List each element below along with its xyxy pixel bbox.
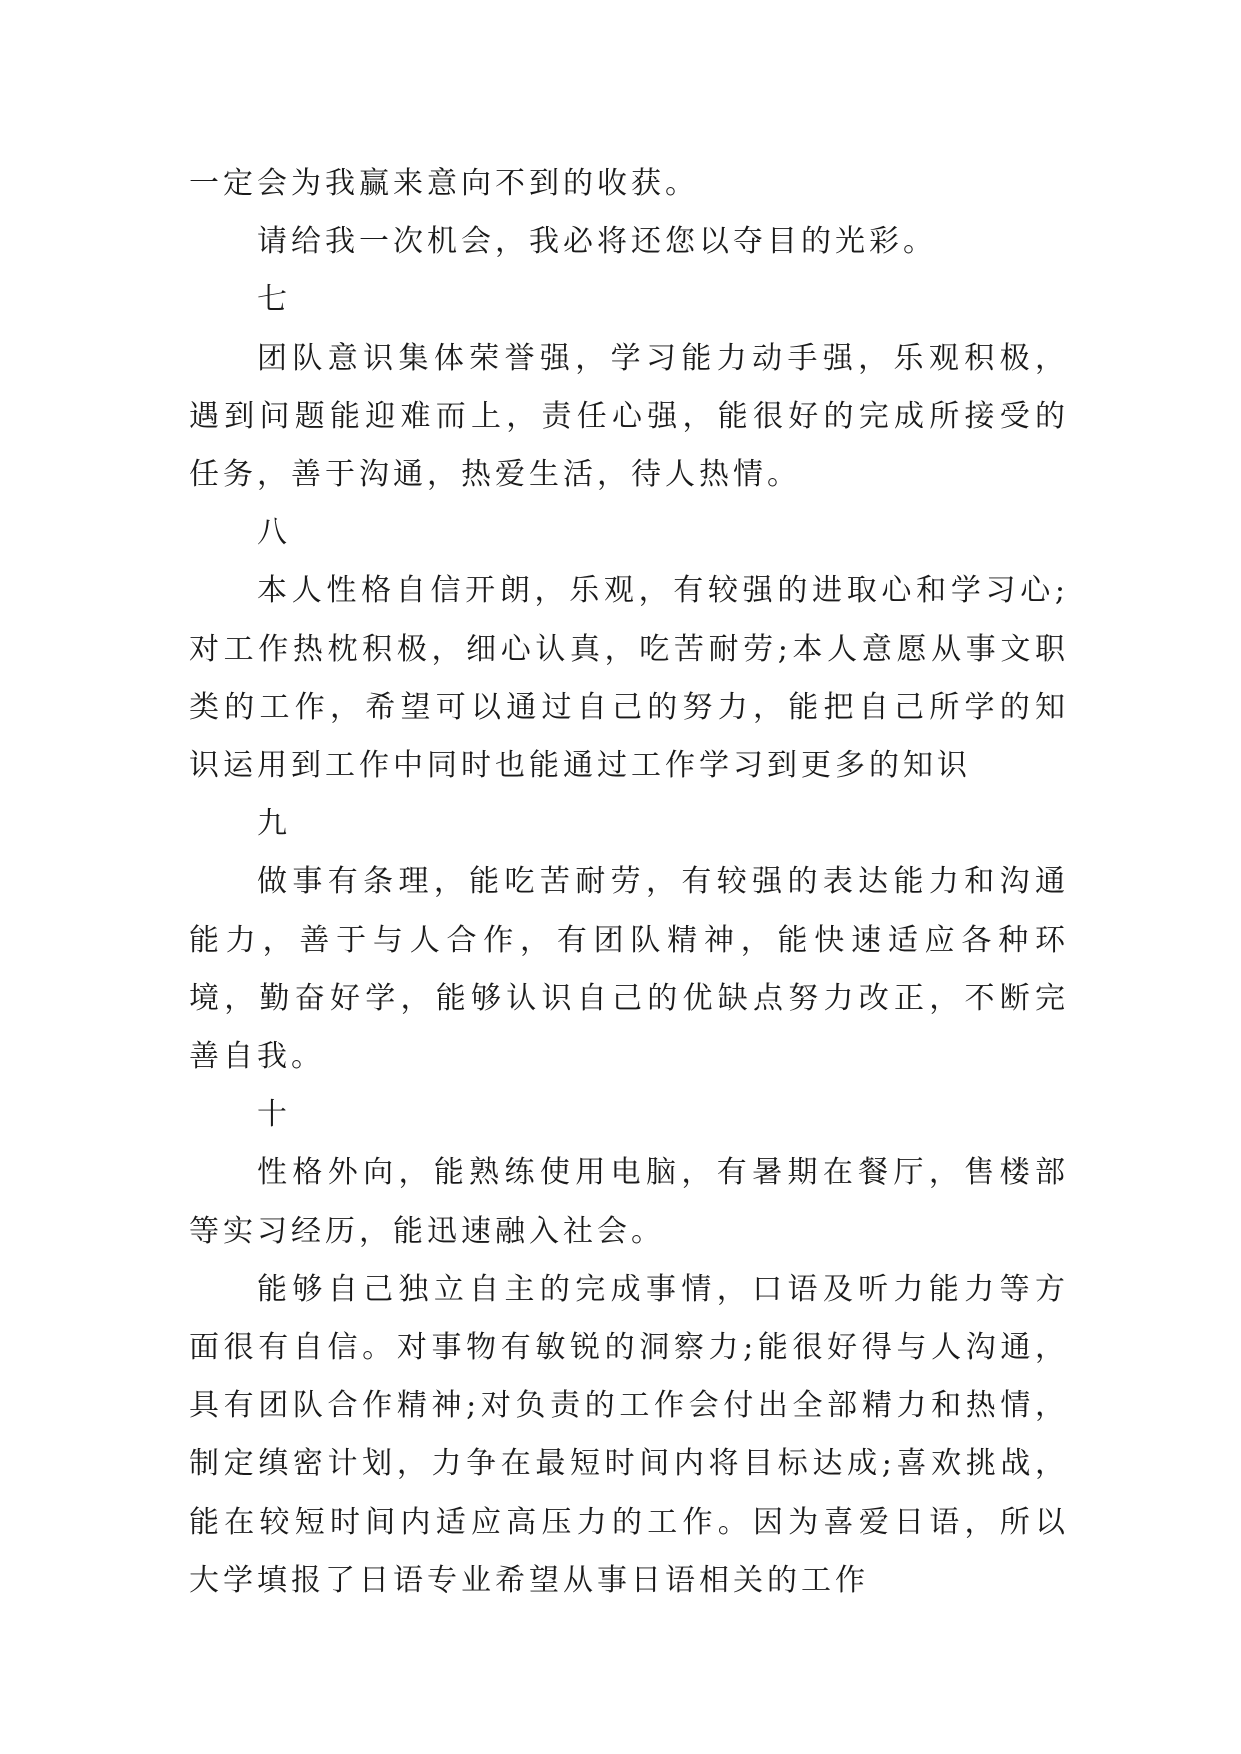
paragraph: 本人性格自信开朗，乐观，有较强的进取心和学习心;对工作热枕积极，细心认真，吃苦耐劳;本人意愿从事文职类的工作，希望可以通过自己的努力，能把自己所学的知识运用到工作中同时也能通过工作学习到更多的知识 — [189, 573, 1069, 784]
paragraph: 做事有条理，能吃苦耐劳，有较强的表达能力和沟通能力，善于与人合作，有团队精神，能快速适应各种环境，勤奋好学，能够认识自己的优缺点努力改正，不断完善自我。 — [189, 864, 1069, 1075]
paragraph: 请给我一次机会，我必将还您以夺目的光彩。 — [257, 224, 937, 260]
paragraph: 一定会为我赢来意向不到的收获。 — [189, 166, 699, 201]
document-body — [189, 155, 1069, 1610]
paragraph: 能够自己独立自主的完成事情，口语及听力能力等方面很有自信。对事物有敏锐的洞察力;能很好得与人沟通，具有团队合作精神;对负责的工作会付出全部精力和热情，制定缜密计划，力争在最短时间内将目标达成;喜欢挑战，能在较短时间内适应高压力的工作。因为喜爱日语，所以大学填报了日语专业希望从事日语相关的工作 — [189, 1271, 1069, 1598]
paragraph: 性格外向，能熟练使用电脑，有暑期在餐厅，售楼部等实习经历，能迅速融入社会。 — [189, 1155, 1069, 1249]
section-heading-nine: 九 — [257, 806, 291, 842]
paragraph: 团队意识集体荣誉强，学习能力动手强，乐观积极，遇到问题能迎难而上，责任心强，能很好的完成所接受的任务，善于沟通，热爱生活，待人热情。 — [189, 340, 1069, 493]
section-heading-ten: 十 — [257, 1097, 291, 1133]
section-heading-eight: 八 — [257, 515, 291, 551]
section-heading-seven: 七 — [257, 282, 291, 318]
